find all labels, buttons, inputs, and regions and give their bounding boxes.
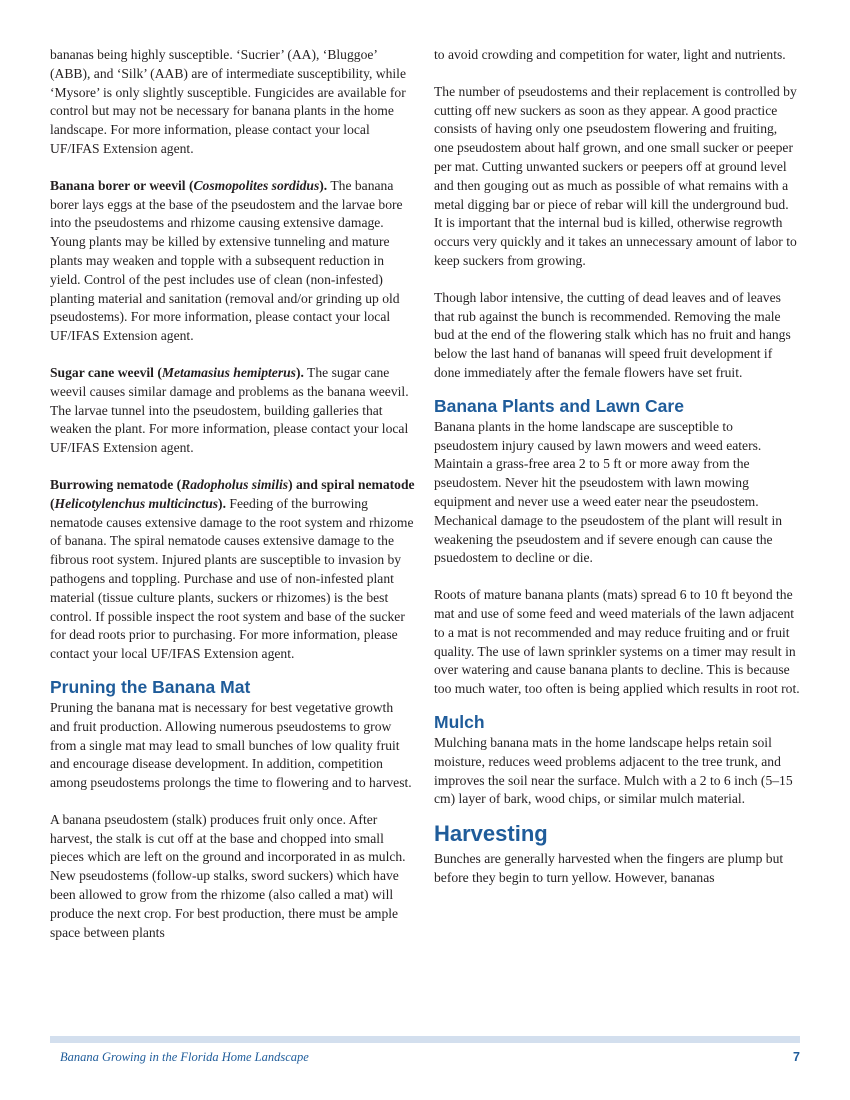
footer-title: Banana Growing in the Florida Home Landscape	[60, 1050, 309, 1064]
heading-lawn-care: Banana Plants and Lawn Care	[434, 395, 684, 416]
sugar-cane-weevil-title: Sugar cane weevil (Metamasius hemipterus).	[50, 364, 304, 380]
right-column	[434, 46, 800, 906]
footer-rule	[50, 1036, 800, 1043]
banana-borer-title: Banana borer or weevil (Cosmopolites sordidus).	[50, 177, 328, 193]
paragraph-crowding: to avoid crowding and competition for water, light and nutrients.	[434, 47, 786, 62]
paragraph-dead-leaves: Though labor intensive, the cutting of dead leaves and of leaves that rub against the bunch is recommended. Removing the male bud at the end of the flowering stalk which has no fruit and hangs below the last hand of bananas will speed fruit development if done immediately after the female flowers have set fruit.	[434, 289, 791, 380]
paragraph-mulch: Mulching banana mats in the home landscape helps retain soil moisture, reduces weed problems adjacent to the tree trunk, and improves the soil near the surface. Mulch with a 2 to 6 inch (5–15 cm) layer of bark, wood chips, or similar mulch material.	[434, 734, 793, 807]
paragraph-nematodes: Burrowing nematode (Radopholus similis) and spiral nematode (Helicotylenchus multicinctus). Feeding of the burrowing nematode causes extensive damage to the root system and rhizome of banana. The spiral nematode causes extensive damage to the fibrous root system. Injured plants are susceptible to invasion by pathogens and toppling. Purchase and use of non-infested plant material (tissue culture plants, suckers or rhizomes) is the best control. If possible inspect the root system and base of the sucker for dead roots prior to purchasing. For more information, please contact your local UF/IFAS Extension agent.	[50, 476, 415, 662]
paragraph-suckers: The number of pseudostems and their replacement is controlled by cutting off new suckers as soon as they appear. A good practice consists of having only one pseudostem flowering and fruiting, one pseudostem about half grown, and one small sucker or peeper per mat. Cutting unwanted suckers or peepers off at ground level and then gouging out as much as possible of what remains with a metal digging bar or piece of rebar will kill the underground bud. It is important that the internal bud is killed, otherwise regrowth occurs very quickly and it takes an unnecessary amount of labor to keep suckers from growing.	[434, 83, 797, 268]
heading-mulch: Mulch	[434, 711, 485, 732]
paragraph-banana-borer: Banana borer or weevil (Cosmopolites sordidus). The banana borer lays eggs at the base of the pseudostem and the larvae bore into the pseudostems and rhizome causing extensive damage. Young plants may be killed by extensive tunneling and mature plants may weaken and topple with a subsequent reduction in yield. Control of the pest includes use of clean (non-infested) planting material and sanitation (removal and/or grinding up old pseudostems). For more information, please contact your local UF/IFAS Extension agent.	[50, 177, 403, 344]
paragraph-lawn-2: Roots of mature banana plants (mats) spread 6 to 10 ft beyond the mat and use of some feed and weed materials of the lawn adjacent to a mat is not recommended and may reduce fruiting and or fruit quality. The use of lawn sprinkler systems on a timer may result in over watering and cause banana plants to decline. This is because too much water, too often is being applied which results in root rot.	[434, 587, 800, 697]
paragraph-susceptibility: bananas being highly susceptible. ‘Sucrier’ (AA), ‘Bluggoe’ (ABB), and ‘Silk’ (AAB) are of intermediate susceptibility, while ‘Mysore’ is only slightly susceptible. Fungicides are available for control but may not be necessary for banana plants in the home landscape. For more information, please contact your local UF/IFAS Extension agent.	[50, 47, 406, 156]
paragraph-sugar-cane-weevil: Sugar cane weevil (Metamasius hemipterus). The sugar cane weevil causes similar damage and problems as the banana weevil. The larvae tunnel into the pseudostem, building galleries that weaken the plant. For more information, please contact your local UF/IFAS Extension agent.	[50, 364, 409, 456]
nematodes-title: Burrowing nematode (Radopholus similis) and spiral nematode (Helicotylenchus multicinctus).	[50, 476, 415, 511]
paragraph-lawn-1: Banana plants in the home landscape are susceptible to pseudostem injury caused by lawn mowers and weed eaters. Maintain a grass-free area 2 to 5 ft or more away from the pseudostem. Never hit the pseudostem with lawn mowing equipment and never use a weed eater near the pseudostem. Mechanical damage to the pseudostem of the plant will result in weakening the pseudostem and if severe enough can cause the psuedostem to decline or die.	[434, 418, 783, 566]
paragraph-pruning-2: A banana pseudostem (stalk) produces fruit only once. After harvest, the stalk is cut off at the base and chopped into small pieces which are left on the ground and incorporated in as mulch. New pseudostems (follow-up stalks, sword suckers) which have been allowed to grow from the rhizome (also called a mat) will produce the next crop. For best production, there must be ample space between plants	[50, 811, 406, 940]
page-number: 7	[793, 1050, 800, 1064]
paragraph-pruning-1: Pruning the banana mat is necessary for best vegetative growth and fruit production. Allowing numerous pseudostems to grow from a single mat may lead to small bunches of low quality fruit and encourage disease development. In addition, competition among pseudostems prolongs the time to flowering and to harvest.	[50, 699, 412, 791]
heading-harvesting: Harvesting	[434, 821, 548, 847]
heading-pruning: Pruning the Banana Mat	[50, 676, 251, 697]
paragraph-harvesting: Bunches are generally harvested when the fingers are plump but before they begin to turn yellow. However, bananas	[434, 851, 784, 885]
left-column	[50, 46, 416, 960]
